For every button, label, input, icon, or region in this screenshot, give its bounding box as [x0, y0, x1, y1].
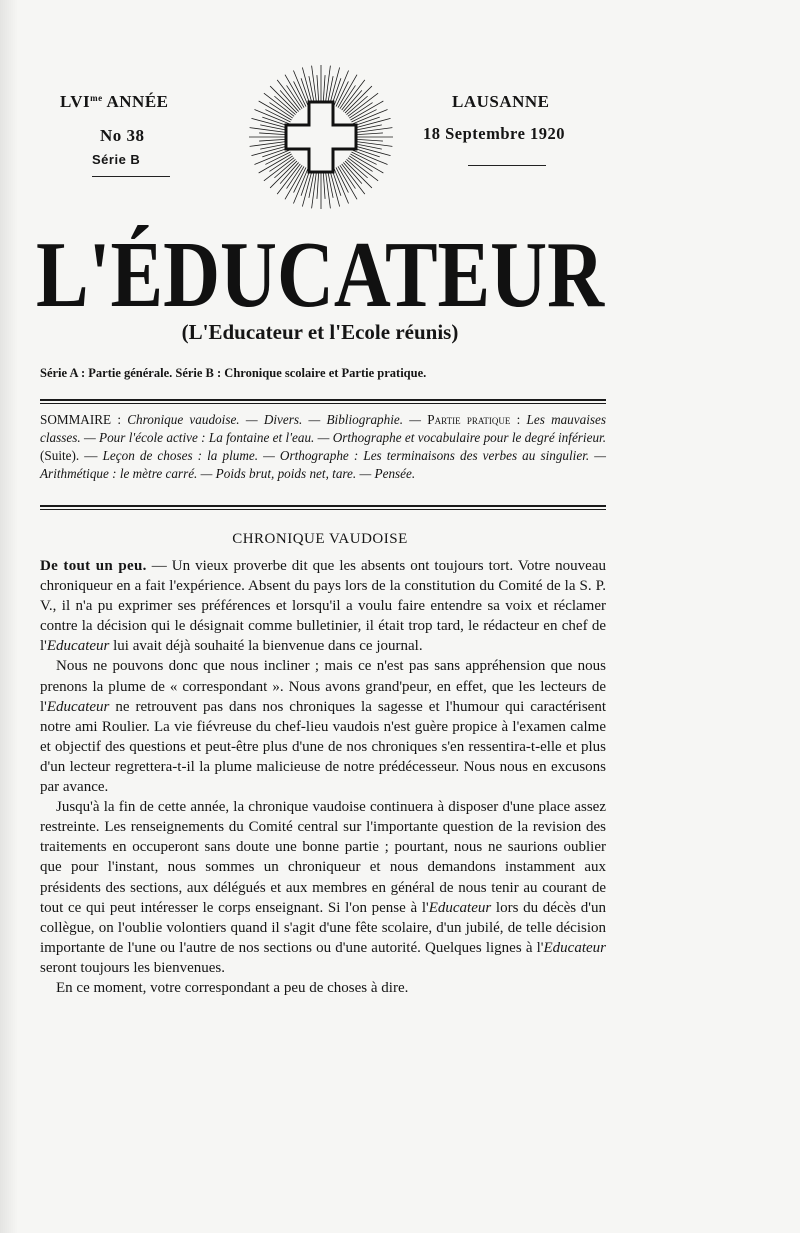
ray [334, 81, 348, 110]
swiss-cross-emblem [246, 62, 396, 212]
issue-date: 18 Septembre 1920 [423, 124, 566, 143]
section-heading: CHRONIQUE VAUDOISE [232, 531, 408, 547]
ray [294, 164, 308, 193]
ray [294, 81, 308, 110]
paragraph: Nous ne pouvons donc que nous incliner ; mais ce n'est pas sans appréhension que nous prenons la plume de « correspondant ». Nous avons grand'peur, en effet, que les lecteurs de l'Educateur ne retrouvent pas dans nos chroniques la sagesse et l'humour qui caractérisent notre ami Roulier. La vie fiévreuse du chef-lieu vaudois n'est guère propice à l'examen calme et objectif des questions et peut-être plus d'une de nos chroniques s'en ressentira-t-elle et plus d'un lecteur regrettera-t-il la plume malicieuse de notre prédécesseur. Nous nous en excusons par avance. [40, 658, 606, 796]
article-body [40, 556, 606, 998]
city: LAUSANNE [452, 92, 550, 111]
subtitle: (L'Educateur et l'Ecole réunis) [181, 320, 459, 344]
paragraph: Jusqu'à la fin de cette année, la chronique vaudoise continuera à disposer d'une place assez restreinte. Les renseignements du Comité central sur l'importante question de la revision des traitements en occuperont sans doute une bonne partie ; pourtant, nous ne saurions oublier que pour l'instant, nous sommes un chroniqueur et nous demandons instamment aux présidents des sections, aux délégués et aux membres en général de nous tenir au courant de tout ce qui peut intéresser le corps enseignant. Si l'on pense à l'Educateur lors du décès d'un collègue, on l'oublie volontiers quand il s'agit d'une fête scolaire, d'un jubilé, de telle décision importante de l'une ou l'autre de nos sections ou d'une autorité. Quelques lignes à l'Educateur seront toujours les bienvenues. [40, 799, 607, 976]
masthead-text: L'ÉDUCATEUR [36, 223, 605, 327]
divider [92, 176, 170, 177]
table-of-contents: SOMMAIRE : Chronique vaudoise. — Divers. — Bibliographie. — Partie pratique : Les mauvaises classes. — Pour l'école active : La fontaine et l'eau. — Orthographe et vocabulaire pour le degré inférieur. (Suite). — Leçon de choses : la plume. — Orthographe : Les terminaisons des verbes au singulier. — Arithmétique : le mètre carré. — Poids brut, poids net, tare. — Pensée. [40, 412, 607, 481]
issue-number: No 38 [100, 126, 145, 145]
series-label: Série B [92, 152, 141, 167]
volume-year: $LVI^{me}$ ANNÉE [60, 92, 169, 111]
summary-label: SOMMAIRE : [40, 412, 128, 427]
ray [348, 110, 377, 124]
ray [348, 150, 377, 164]
ray [265, 150, 294, 164]
divider [468, 165, 546, 166]
paragraph: De tout un peu. — Un vieux proverbe dit que les absents ont toujours tort. Votre nouveau chroniqueur en a fait l'expérience. Absent du pays lors de la constitution du Comité de la S. P. V., il n'a pu exprimer ses préférences et lorsqu'il a voulu faire entendre sa voix et réclamer contre la décision qui le désignait comme bulletinier, il était trop tard, le rédacteur en chef de l'Educateur lui avait déjà souhaité la bienvenue dans ce journal. [40, 558, 606, 655]
double-rule [40, 399, 606, 404]
masthead-title [32, 223, 608, 327]
ray [265, 110, 294, 124]
double-rule [40, 505, 606, 510]
paragraph: En ce moment, votre correspondant a peu de choses à dire. [56, 979, 409, 996]
page-edge [0, 0, 18, 1233]
series-description: Série A : Partie générale. Série B : Chronique scolaire et Partie pratique. [40, 366, 427, 380]
ray [334, 164, 348, 193]
